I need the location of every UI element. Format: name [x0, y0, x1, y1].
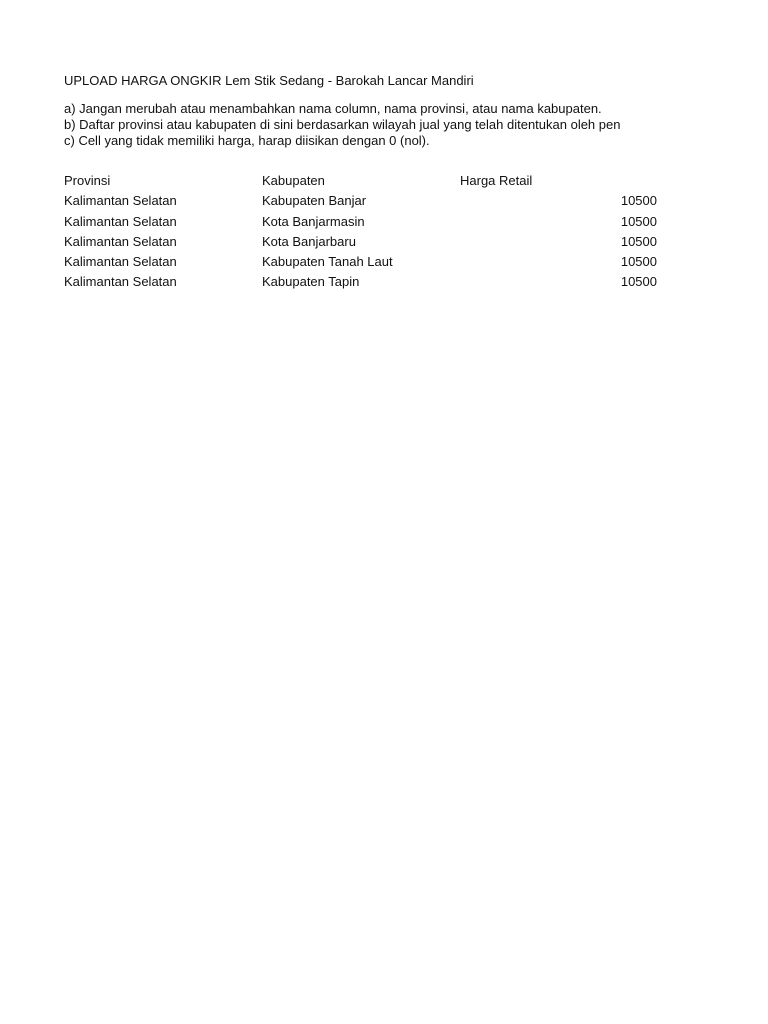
cell-kabupaten: Kabupaten Banjar	[262, 193, 367, 209]
table-row	[64, 274, 657, 294]
header-provinsi: Provinsi	[64, 173, 111, 188]
cell-kabupaten: Kabupaten Tapin	[262, 274, 360, 290]
shipping-price-table	[64, 173, 657, 295]
cell-provinsi: Kalimantan Selatan	[64, 274, 177, 290]
table-row	[64, 254, 657, 274]
cell-kabupaten: Kota Banjarbaru	[262, 233, 356, 249]
cell-harga-retail: 10500	[620, 274, 657, 290]
cell-harga-retail: 10500	[620, 233, 657, 249]
cell-provinsi: Kalimantan Selatan	[64, 233, 177, 249]
cell-kabupaten: Kota Banjarmasin	[262, 213, 365, 229]
note-c: c) Cell yang tidak memiliki harga, harap diisikan dengan 0 (nol).	[64, 133, 430, 148]
cell-provinsi: Kalimantan Selatan	[64, 213, 177, 229]
instruction-notes	[64, 101, 657, 149]
spreadsheet-page	[64, 0, 657, 1024]
table-header-row	[64, 173, 657, 193]
table-row	[64, 193, 657, 213]
header-kabupaten: Kabupaten	[262, 173, 325, 188]
cell-provinsi: Kalimantan Selatan	[64, 193, 177, 209]
table-row	[64, 234, 657, 254]
cell-provinsi: Kalimantan Selatan	[64, 254, 177, 270]
note-a: a) Jangan merubah atau menambahkan nama column, nama provinsi, atau nama kabupaten.	[64, 101, 602, 116]
cell-harga-retail: 10500	[620, 254, 657, 270]
table-row	[64, 214, 657, 234]
document-title: UPLOAD HARGA ONGKIR Lem Stik Sedang - Barokah Lancar Mandiri	[64, 73, 474, 88]
cell-harga-retail: 10500	[620, 213, 657, 229]
cell-harga-retail: 10500	[620, 193, 657, 209]
note-b: b) Daftar provinsi atau kabupaten di sini berdasarkan wilayah jual yang telah ditentukan oleh pen	[64, 117, 621, 132]
header-harga-retail: Harga Retail	[460, 173, 533, 188]
cell-kabupaten: Kabupaten Tanah Laut	[262, 254, 393, 270]
